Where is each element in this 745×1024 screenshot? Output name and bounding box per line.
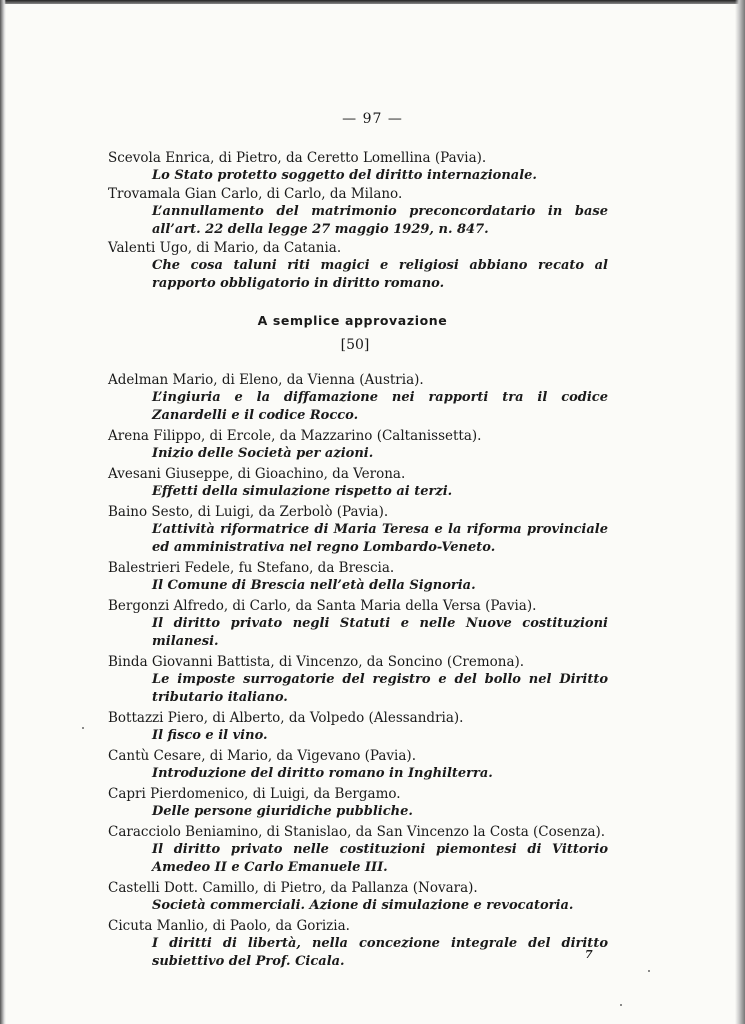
- thesis-title: Società commerciali. Azione di simulazione e revocatoria.: [152, 898, 574, 913]
- thesis-title: Lo Stato protetto soggetto del diritto internazionale.: [152, 168, 537, 183]
- scan-edge-top: [0, 0, 745, 4]
- list-item: [108, 185, 608, 239]
- page-number: — 97 —: [342, 111, 403, 127]
- list-item: [108, 879, 608, 915]
- list-item: [108, 785, 608, 821]
- thesis-title: Effetti della simulazione rispetto ai terzi.: [152, 484, 453, 499]
- thesis-title: Il diritto privato negli Statuti e nelle Nuove costituzioni milanesi.: [152, 616, 608, 649]
- thesis-title: I diritti di libertà, nella concezione integrale del diritto subiettivo del Prof. Cicala.: [152, 936, 608, 969]
- graduate-name: Scevola Enrica, di Pietro, da Ceretto Lomellina (Pavia).: [108, 150, 487, 166]
- graduate-name: Valenti Ugo, di Mario, da Catania.: [108, 240, 342, 256]
- list-item: [108, 503, 608, 557]
- thesis-title: L’ingiuria e la diffamazione nei rapporti tra il codice Zanardelli e il codice Rocco.: [152, 390, 608, 423]
- graduate-name: Arena Filippo, di Ercole, da Mazzarino (Caltanissetta).: [108, 428, 482, 444]
- section-title: A semplice approvazione: [257, 313, 448, 328]
- list-item: [108, 917, 608, 971]
- graduate-name: Adelman Mario, di Eleno, da Vienna (Austria).: [108, 372, 424, 388]
- thesis-title: Inizio delle Società per azioni.: [152, 446, 374, 461]
- graduate-name: Balestrieri Fedele, fu Stefano, da Brescia.: [108, 560, 395, 576]
- scan-speck: [82, 727, 84, 729]
- section-count: [50]: [340, 337, 370, 353]
- graduate-name: Avesani Giuseppe, di Gioachino, da Verona.: [108, 466, 406, 482]
- thesis-title: L’annullamento del matrimonio preconcordatario in base all’art. 22 della legge 27 maggio 1929, n. 847.: [152, 204, 608, 237]
- thesis-title: L’attività riformatrice di Maria Teresa e la riforma provinciale ed amministrativa nel regno Lombardo-Veneto.: [152, 522, 608, 555]
- list-item: [108, 653, 608, 707]
- scan-speck: [620, 1004, 622, 1006]
- list-item: [108, 823, 608, 877]
- list-item: [108, 559, 608, 595]
- thesis-title: Il Comune di Brescia nell’età della Signoria.: [152, 578, 476, 593]
- graduate-name: Binda Giovanni Battista, di Vincenzo, da Soncino (Cremona).: [108, 654, 525, 670]
- list-item: [108, 149, 608, 185]
- list-item: [108, 239, 608, 293]
- graduate-name: Capri Pierdomenico, di Luigi, da Bergamo.: [108, 786, 401, 802]
- thesis-title: Introduzione del diritto romano in Inghilterra.: [152, 766, 493, 781]
- list-item: [108, 709, 608, 745]
- list-item: [108, 371, 608, 425]
- graduate-name: Cicuta Manlio, di Paolo, da Gorizia.: [108, 918, 350, 934]
- thesis-title: Le imposte surrogatorie del registro e del bollo nel Diritto tributario italiano.: [152, 672, 608, 705]
- graduates-list-simple-approval: [108, 371, 608, 973]
- graduate-name: Trovamala Gian Carlo, di Carlo, da Milano.: [108, 186, 403, 202]
- graduate-name: Baino Sesto, di Luigi, da Zerbolò (Pavia).: [108, 504, 389, 520]
- graduates-list-honors: [108, 149, 608, 293]
- graduate-name: Castelli Dott. Camillo, di Pietro, da Pallanza (Novara).: [108, 880, 478, 896]
- thesis-title: Che cosa taluni riti magici e religiosi abbiano recato al rapporto obbligatorio in diritto romano.: [152, 258, 608, 291]
- list-item: [108, 427, 608, 463]
- graduate-name: Bottazzi Piero, di Alberto, da Volpedo (Alessandria).: [108, 710, 464, 726]
- graduate-name: Cantù Cesare, di Mario, da Vigevano (Pavia).: [108, 748, 416, 764]
- list-item: [108, 465, 608, 501]
- sheet-number: 7: [585, 948, 593, 961]
- scan-edge-left: [0, 0, 6, 1024]
- graduate-name: Caracciolo Beniamino, di Stanislao, da San Vincenzo la Costa (Cosenza).: [108, 824, 606, 840]
- scan-edge-right: [735, 0, 745, 1024]
- list-item: [108, 747, 608, 783]
- scan-speck: [648, 970, 650, 972]
- graduate-name: Bergonzi Alfredo, di Carlo, da Santa Maria della Versa (Pavia).: [108, 598, 537, 614]
- list-item: [108, 597, 608, 651]
- thesis-title: Il diritto privato nelle costituzioni piemontesi di Vittorio Amedeo II e Carlo Emanuele III.: [152, 842, 608, 875]
- thesis-title: Il fisco e il vino.: [152, 728, 268, 743]
- thesis-title: Delle persone giuridiche pubbliche.: [152, 804, 413, 819]
